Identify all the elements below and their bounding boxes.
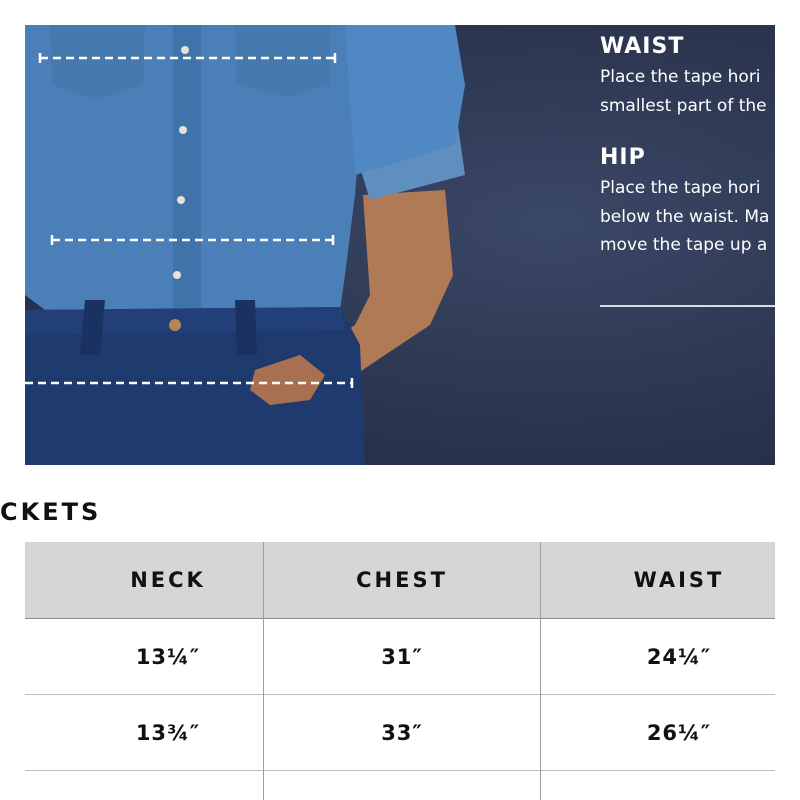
divider-line [600,305,775,307]
chest-pocket-right [235,25,330,97]
size-table-title-text: CKETS [0,498,102,526]
column-divider [540,542,541,800]
measurement-guide-image [25,25,775,465]
hip-line-3: move the tape up a [600,235,768,255]
cell-chest: 33″ [381,720,423,745]
cell-waist: 26¼″ [646,720,712,745]
hip-line-2: below the waist. Ma [600,206,770,227]
cell-neck: 13¼″ [135,644,201,669]
table-row [25,618,775,694]
shirt-placket [173,25,201,310]
waist-line-2: smallest part of the [600,95,767,116]
waist-line-1: Place the tape hori [600,67,761,87]
cell-neck: 13¾″ [135,720,201,745]
table-row-partial [25,770,775,800]
cell-waist: 24¼″ [646,644,712,669]
size-table-title [0,498,125,526]
header-neck: NECK [130,568,206,592]
table-row [25,694,775,770]
cell-chest: 31″ [381,644,423,669]
size-table [25,542,775,800]
waist-heading: WAIST [600,34,685,59]
jeans-button [169,319,181,331]
chest-pocket-left [50,25,145,100]
hip-line-1: Place the tape hori [600,178,761,198]
hip-heading: HIP [600,145,646,170]
table-header-row [25,542,775,618]
measurement-instructions [600,25,775,465]
header-waist: WAIST [633,568,725,592]
hip-instructions [600,174,769,260]
waist-instructions [600,63,767,120]
header-chest: CHEST [356,568,448,592]
column-divider [263,542,264,800]
